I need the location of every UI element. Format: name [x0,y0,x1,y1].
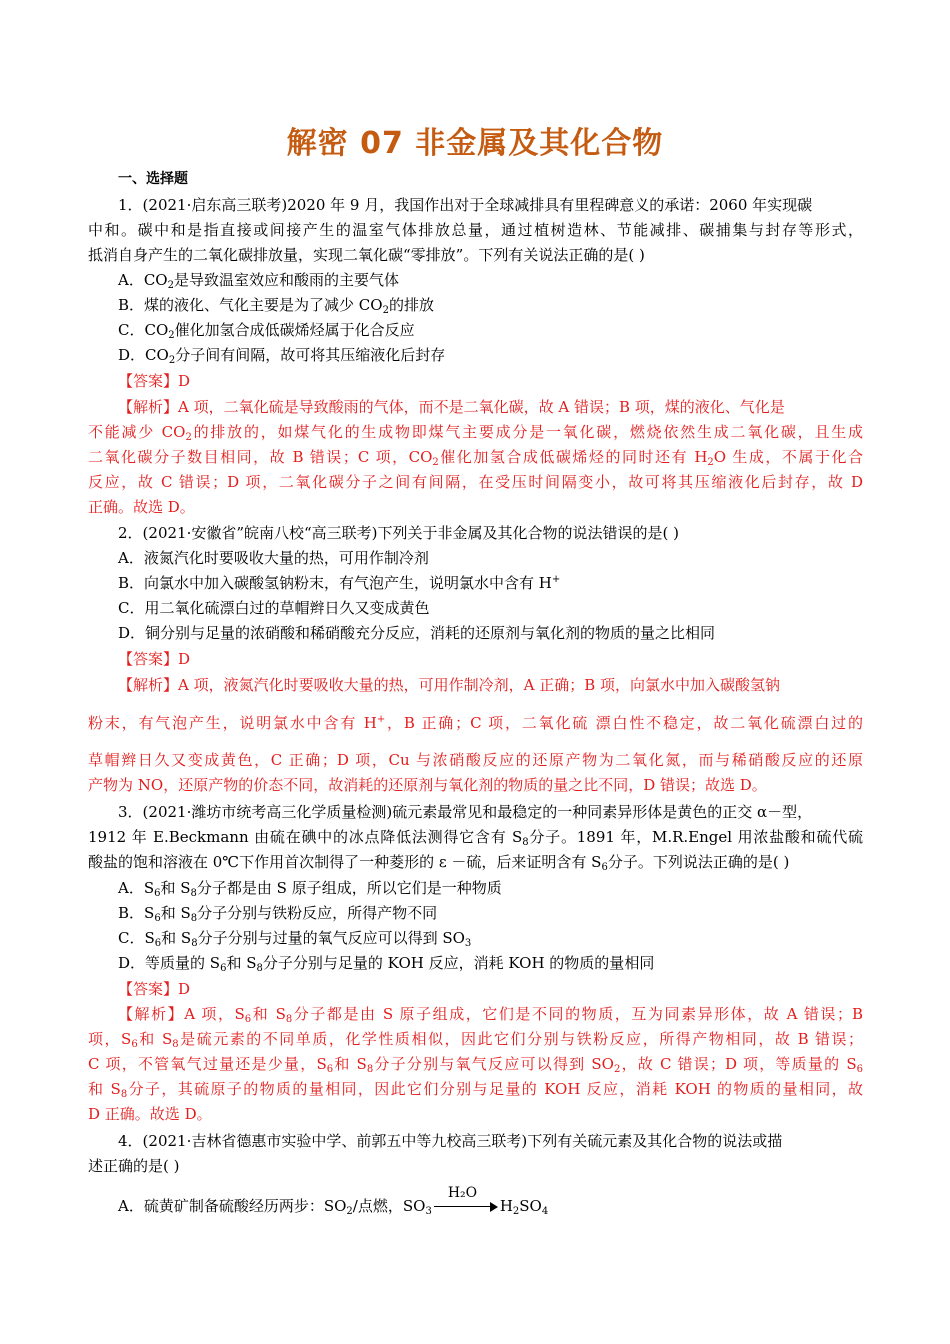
q1-explanation-line4: 反应，故 C 错误；D 项，二氧化碳分子之间有间隔，在受压时间隔变小，故可将其压缩液化后封存，故 D [88,473,863,491]
q2-answer: 【答案】D [118,650,191,668]
q3-explanation-line1: 【解析】A 项，$S_6$和 $S_8$分子都是由 S 原子组成，它们是不同的物质，互为同素异形体，故 A 错误；B [118,1005,863,1025]
q3-stem-line2: 1912 年 E.Beckmann 由硫在碘中的冰点降低法测得它含有 $S_8$分子。1891 年，M.R.Engel 用浓盐酸和硫代硫 [88,828,863,848]
q1-explanation-line1: 【解析】A 项，二氧化硫是导致酸雨的气体，而不是二氧化碳，故 A 错误；B 项，煤的液化、气化是 [118,398,785,416]
q2-option-d: D．铜分别与足量的浓硝酸和稀硝酸充分反应，消耗的还原剂与氧化剂的物质的量之比相同 [118,624,716,642]
arrow-label: H₂O [447,1185,478,1201]
q2-option-c: C．用二氧化硫漂白过的草帽辫日久又变成黄色 [118,599,430,617]
q2-option-a: A．液氮汽化时要吸收大量的热，可用作制冷剂 [118,549,429,567]
q2-option-b: B．向氯水中加入碳酸氢钠粉末，有气泡产生，说明氯水中含有 H+ [118,574,561,592]
q1-option-c: C．$CO_2$催化加氢合成低碳烯烃属于化合反应 [118,321,415,341]
q1-stem-line2: 中和。碳中和是指直接或间接产生的温室气体排放总量，通过植树造林、节能减排、碳捕集与封存等形式， [88,221,863,239]
q3-option-c: C．$S_6$和 $S_8$分子分别与过量的氧气反应可以得到 $SO_3$ [118,929,472,949]
q1-explanation-line5: 正确。故选 D。 [88,498,195,516]
q3-stem-line1: 3．(2021·潍坊市统考高三化学质量检测)硫元素最常见和最稳定的一种同素异形体是黄色的正交 α－型， [118,803,813,821]
q2-explanation-line4: 产物为 NO，还原产物的价态不同，故消耗的还原剂与氧化剂的物质的量之比不同，D 错误；故选 D。 [88,776,767,794]
q3-explanation-line4: 和 $S_8$分子，其硫原子的物质的量相同，因此它们分别与足量的 KOH 反应，消耗 KOH 的物质的量相同，故 [88,1080,863,1100]
q1-option-a: A．$CO_2$是导致温室效应和酸雨的主要气体 [118,271,399,291]
q1-answer: 【答案】D [118,372,191,390]
q3-explanation-line2: 项，$S_6$和 $S_8$是硫元素的不同单质，化学性质相似，因此它们分别与铁粉反应，所得产物相同，故 B 错误； [88,1030,863,1050]
q1-explanation-line2: 不能减少 $CO_2$的排放的，如煤气化的生成物即煤气主要成分是一氧化碳，燃烧依然生成二氧化碳，且生成 [88,423,863,443]
q3-answer: 【答案】D [118,980,191,998]
q4-option-a: A．硫黄矿制备硫酸经历两步：$SO_2/$点燃，$SO_3$ H₂O $H_2SO_4$ [118,1195,893,1217]
q2-stem: 2．(2021·安徽省”皖南八校“高三联考)下列关于非金属及其化合物的说法错误的是( ) [118,524,680,542]
q2-explanation-line1: 【解析】A 项，液氮汽化时要吸收大量的热，可用作制冷剂，A 正确；B 项，向氯水中加入碳酸氢钠 [118,676,780,694]
page-title: 解密 07 非金属及其化合物 [286,126,664,161]
q1-stem-line1: 1．(2021·启东高三联考)2020 年 9 月，我国作出对于全球减排具有里程碑意义的承诺：2060 年实现碳 [118,196,813,214]
q2-explanation-line3: 草帽辫日久又变成黄色，C 正确；D 项，Cu 与浓硝酸反应的还原产物为二氧化氮，而与稀硝酸反应的还原 [88,751,863,769]
q4-stem-line2: 述正确的是( ) [88,1157,180,1175]
q3-explanation-line5: D 正确。故选 D。 [88,1105,212,1123]
q2-explanation-line2: 粉末，有气泡产生，说明氯水中含有 H+，B 正确；C 项，二氧化硫 漂白性不稳定，故二氧化硫漂白过的 [88,714,863,732]
q3-option-d: D．等质量的 $S_6$和 $S_8$分子分别与足量的 KOH 反应，消耗 KOH 的物质的量相同 [118,954,655,974]
q1-stem-line3: 抵消自身产生的二氧化碳排放量，实现二氧化碳“零排放”。下列有关说法正确的是( ) [88,246,645,264]
q1-option-d: D．$CO_2$分子间有间隔，故可将其压缩液化后封存 [118,346,446,366]
reaction-arrow-icon [434,1185,498,1212]
q3-stem-line3: 酸盐的饱和溶液在 0℃下作用首次制得了一种菱形的 ε －硫，后来证明含有 $S_6$分子。下列说法正确的是( ) [88,853,790,873]
q4-stem-line1: 4．(2021·吉林省德惠市实验中学、前郭五中等九校高三联考)下列有关硫元素及其化合物的说法或描 [118,1132,783,1150]
q3-explanation-line3: C 项，不管氧气过量还是少量，$S_6$和 $S_8$分子分别与氧气反应可以得到 $SO_2$，故 C 错误；D 项，等质量的 $S_6$ [88,1055,863,1075]
q3-option-a: A．$S_6$和 $S_8$分子都是由 S 原子组成，所以它们是一种物质 [118,879,502,899]
q1-option-b: B．煤的液化、气化主要是为了减少 $CO_2$的排放 [118,296,434,316]
q1-explanation-line3: 二氧化碳分子数目相同，故 B 错误；C 项，$CO_2$催化加氢合成低碳烯烃的同时还有 $H_2O$ 生成，不属于化合 [88,448,863,468]
section-heading: 一、选择题 [118,171,188,187]
q3-option-b: B．$S_6$和 $S_8$分子分别与铁粉反应，所得产物不同 [118,904,438,924]
